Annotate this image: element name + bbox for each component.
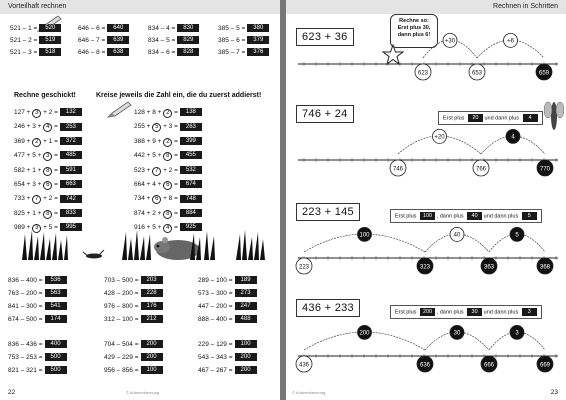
equation-row (10, 36, 61, 45)
equation-text: 841 – 300 = (8, 303, 43, 310)
addition-row (134, 151, 202, 161)
equation-text: = (52, 166, 58, 174)
answer-box: 200 (141, 353, 163, 361)
equation-text: 467 – 267 = (198, 367, 233, 374)
equation-row (78, 48, 129, 57)
answer-box: 455 (180, 151, 202, 159)
circled-number: 3 (32, 109, 41, 118)
equation-row (8, 353, 67, 362)
circled-number: 2 (163, 109, 172, 118)
answer-box: 200 (235, 353, 257, 361)
equation-text: 888 – 400 = (198, 316, 233, 323)
equation-row (104, 366, 163, 375)
answer-box: 3 (522, 308, 537, 316)
equation-text: 989 + (14, 224, 33, 232)
point-label: 363 (483, 264, 495, 271)
jump-label: 200 (359, 330, 370, 337)
equation-text: 289 – 100 = (198, 277, 233, 284)
addition-row (134, 166, 202, 176)
answer-box: 174 (45, 315, 67, 323)
jump-label: +20 (434, 134, 445, 141)
equation-text: 582 + 1 + (14, 166, 44, 174)
equation-row (8, 340, 67, 349)
circled-number: 2 (32, 138, 41, 147)
equation-row (104, 302, 163, 311)
circled-number: 2 (163, 138, 172, 147)
jump-label: 4 (511, 134, 515, 141)
answer-box: 212 (141, 315, 163, 323)
circled-number: 4 (43, 123, 52, 132)
answer-box: 663 (60, 180, 82, 188)
equation-text: 825 + 1 + (14, 209, 44, 217)
addition-row (14, 194, 82, 204)
equation-row (198, 289, 257, 298)
equation-row (8, 302, 67, 311)
equation-text: 956 – 856 = (104, 367, 139, 374)
grass-icon (22, 230, 68, 260)
grass-icon (122, 230, 151, 260)
answer-box: 536 (45, 276, 67, 284)
answer-box: 372 (60, 137, 82, 145)
point-label: 669 (539, 362, 551, 369)
task-box-4: 436 + 233 (296, 299, 360, 317)
answer-box: 20 (468, 114, 483, 122)
answer-box: 541 (45, 302, 67, 310)
instruction-text: Kreise jeweils die Zahl ein, die du zuerst addierst! (96, 92, 262, 99)
circled-number: 8 (43, 167, 52, 176)
answer-box: 379 (247, 36, 269, 44)
point-label: 436 (298, 362, 310, 369)
equation-text: 477 + 5 + (14, 152, 44, 160)
answer-box: 591 (60, 166, 82, 174)
answer-box: 532 (180, 166, 202, 174)
equation-text: 821 – 321 = (8, 367, 43, 374)
answer-box: 485 (60, 151, 82, 159)
answer-box: 518 (39, 48, 61, 56)
answer-box: 830 (177, 24, 199, 32)
equation-text: = (52, 123, 58, 131)
bubble-line: Rechne so: (399, 18, 429, 24)
addition-row (14, 108, 82, 118)
hint-text: und dann plus (483, 213, 519, 220)
equation-row (104, 289, 163, 298)
answer-box: 247 (235, 302, 257, 310)
equation-text: = (172, 209, 178, 217)
equation-text: + 3 = (161, 123, 178, 131)
equation-text: 246 + 3 + (14, 123, 44, 131)
answer-box: 253 (60, 123, 82, 131)
point-label: 653 (471, 70, 483, 77)
equation-text: = (172, 137, 178, 145)
equation-text: = (52, 181, 58, 188)
answer-box: 742 (60, 195, 82, 203)
page-number-right: 23 (550, 389, 558, 396)
addition-row (134, 122, 202, 132)
answer-box: 263 (180, 123, 202, 131)
equation-text: 704 – 504 = (104, 341, 139, 348)
footer-note: © Autorenkennung (292, 390, 326, 395)
equation-text: 976 – 800 = (104, 303, 139, 310)
answer-box: 380 (247, 24, 269, 32)
answer-box: 399 (180, 137, 202, 145)
equation-text: 229 – 129 = (198, 341, 233, 348)
equation-text: = (52, 209, 58, 217)
point-label: 659 (538, 70, 550, 77)
equation-row (8, 276, 67, 285)
answer-box: 203 (141, 276, 163, 284)
answer-box: 829 (177, 36, 199, 44)
equation-text: 442 + 5 + (134, 152, 164, 160)
answer-box: 273 (235, 289, 257, 297)
equation-text: 128 + 8 + (134, 109, 164, 116)
answer-box: 500 (45, 366, 67, 374)
answer-box: 138 (180, 108, 202, 116)
equation-row (78, 24, 129, 33)
jump-label: 100 (359, 232, 370, 239)
equation-text: 521 – 2 = (10, 37, 38, 44)
equation-text: 573 – 300 = (198, 290, 233, 297)
answer-box: 5 (522, 212, 537, 220)
equation-text: 703 – 500 = (104, 277, 139, 284)
equation-text: 646 – 7 = (78, 37, 106, 44)
equation-text: + 8 = (161, 195, 178, 203)
section-title: Rechne geschickt! (14, 92, 76, 99)
answer-box: 176 (141, 302, 163, 310)
answer-box: 100 (420, 212, 435, 220)
circled-number: 6 (43, 181, 52, 190)
equation-row (148, 36, 199, 45)
equation-row (218, 24, 269, 33)
bubble-line: Erst plus 30, (397, 25, 431, 31)
equation-row (198, 276, 257, 285)
equation-text: + 5 = (41, 224, 58, 232)
circled-number: 5 (152, 123, 161, 132)
answer-box: 200 (141, 340, 163, 348)
answer-box: 519 (39, 36, 61, 44)
answer-box: 189 (235, 276, 257, 284)
addition-row (14, 209, 82, 219)
answer-box: 995 (60, 223, 82, 231)
grasshopper-icon (83, 250, 104, 259)
bubble-line: dann plus 6! (397, 32, 431, 38)
answer-box: 488 (235, 315, 257, 323)
equation-row (10, 24, 61, 33)
task-box-3: 223 + 145 (296, 203, 360, 221)
equation-text: 664 + 4 + (134, 181, 164, 188)
equation-text: 447 – 200 = (198, 303, 233, 310)
hint-text: und dann plus (483, 309, 519, 316)
equation-text: 733 + (14, 195, 33, 203)
equation-text: 834 – 4 = (148, 25, 176, 32)
answer-box: 200 (420, 308, 435, 316)
answer-box: 833 (60, 209, 82, 217)
answer-box: 520 (39, 24, 61, 32)
equation-row (8, 289, 67, 298)
jump-label: 3 (515, 330, 519, 337)
equation-row (10, 48, 61, 57)
equation-text: = (172, 181, 178, 188)
hint-text: , dann plus (436, 213, 464, 220)
addition-row (134, 209, 202, 219)
answer-box: 500 (45, 353, 67, 361)
equation-text: 753 – 253 = (8, 354, 43, 361)
addition-row (14, 122, 82, 132)
answer-box: 400 (45, 340, 67, 348)
equation-text: 834 – 6 = (148, 49, 176, 56)
equation-text: 916 + 5 + (134, 224, 164, 232)
circled-number: 8 (43, 210, 52, 219)
left-page (0, 0, 280, 400)
right-header: Rechnen in Schritten (286, 0, 566, 14)
answer-box: 925 (180, 223, 202, 231)
hint-text: Erst plus (395, 309, 417, 316)
equation-text: 543 – 343 = (198, 354, 233, 361)
equation-row (198, 366, 257, 375)
circled-number: 7 (32, 195, 41, 204)
addition-row (14, 151, 82, 161)
equation-text: 388 + 9 + (134, 137, 164, 145)
equation-text: 674 – 500 = (8, 316, 43, 323)
grass-icon (190, 230, 265, 260)
equation-row (198, 315, 257, 324)
equation-text: = (52, 152, 58, 160)
equation-text: 428 – 200 = (104, 290, 139, 297)
equation-text: 734 + (134, 195, 153, 203)
equation-text: 385 – 7 = (218, 49, 246, 56)
hint-text: und dann plus (484, 115, 520, 122)
answer-box: 228 (141, 289, 163, 297)
point-label: 770 (539, 166, 551, 173)
point-label: 623 (417, 70, 429, 77)
left-header: Vorteilhaft rechnen (0, 0, 280, 14)
equation-text: 255 + (134, 123, 153, 131)
answer-box: 674 (180, 180, 202, 188)
answer-box: 748 (180, 195, 202, 203)
equation-row (104, 315, 163, 324)
equation-text: + 1 = (41, 137, 58, 145)
hint-text: , dann plus (436, 309, 464, 316)
equation-row (104, 340, 163, 349)
jump-label: +30 (444, 38, 456, 45)
point-label: 323 (419, 264, 431, 271)
hint-text: Erst plus (443, 115, 465, 122)
equation-row (148, 24, 199, 33)
task-box-1: 623 + 36 (296, 28, 354, 46)
page-number-left: 22 (8, 389, 16, 396)
point-label: 746 (392, 166, 404, 173)
equation-row (8, 366, 67, 375)
circled-number: 3 (32, 224, 41, 233)
equation-text: 385 – 6 = (218, 37, 246, 44)
addition-row (14, 137, 82, 147)
addition-row (14, 180, 82, 190)
jump-label: 30 (453, 330, 461, 337)
addition-row (134, 180, 202, 190)
equation-text: + 2 = (41, 195, 58, 203)
equation-row (148, 48, 199, 57)
jump-label: 5 (515, 232, 519, 239)
equation-text: 369 + (14, 137, 33, 145)
equation-text: 521 – 1 = (10, 25, 38, 32)
equation-text: 654 + 3 + (14, 181, 44, 188)
answer-box: 100 (235, 340, 257, 348)
addition-row (14, 223, 82, 233)
circled-number: 6 (152, 195, 161, 204)
equation-text: 127 + (14, 109, 33, 116)
equation-row (78, 36, 129, 45)
hint-text: Erst plus (395, 213, 417, 220)
pencil-icon (106, 100, 132, 120)
answer-box: 376 (247, 48, 269, 56)
answer-box: 100 (141, 366, 163, 374)
equation-row (104, 353, 163, 362)
addition-row (14, 166, 82, 176)
addition-row (134, 223, 202, 233)
answer-box: 884 (180, 209, 202, 217)
equation-text: 429 – 229 = (104, 354, 139, 361)
equation-row (218, 36, 269, 45)
equation-text: 874 + 2 + (134, 209, 164, 217)
answer-box: 563 (45, 289, 67, 297)
point-label: 666 (483, 362, 495, 369)
circled-number: 3 (43, 152, 52, 161)
answer-box: 30 (467, 308, 482, 316)
answer-box: 40 (467, 212, 482, 220)
equation-text: 763 – 200 = (8, 290, 43, 297)
equation-text: 646 – 6 = (78, 25, 106, 32)
equation-row (104, 276, 163, 285)
equation-text: + 2 = (41, 109, 58, 116)
equation-row (218, 48, 269, 57)
equation-text: = (172, 109, 178, 116)
answer-box: 132 (60, 108, 82, 116)
equation-text: 523 + (134, 166, 153, 174)
answer-box: 640 (107, 24, 129, 32)
task-box-2: 746 + 24 (296, 105, 354, 123)
equation-row (8, 315, 67, 324)
answer-box: 828 (177, 48, 199, 56)
answer-box: 639 (107, 36, 129, 44)
circled-number: 7 (152, 167, 161, 176)
addition-row (134, 108, 202, 118)
circled-number: 4 (163, 224, 172, 233)
addition-row (134, 194, 202, 204)
answer-box: 4 (523, 114, 538, 122)
right-page (286, 0, 566, 400)
equation-text: 646 – 8 = (78, 49, 106, 56)
equation-text: = (172, 152, 178, 160)
equation-text: + 2 = (161, 166, 178, 174)
equation-text: 312 – 100 = (104, 316, 139, 323)
point-label: 636 (419, 362, 431, 369)
equation-text: 836 – 436 = (8, 341, 43, 348)
number-lines (286, 0, 566, 400)
point-label: 766 (475, 166, 487, 173)
equation-row (198, 340, 257, 349)
equation-text: 834 – 5 = (148, 37, 176, 44)
circled-number: 6 (163, 181, 172, 190)
answer-box: 200 (235, 366, 257, 374)
addition-row (134, 137, 202, 147)
footer-note: © Autorenkennung (126, 390, 160, 395)
jump-label: +6 (507, 38, 514, 45)
equation-text: 385 – 5 = (218, 25, 246, 32)
equation-text: 836 – 400 = (8, 277, 43, 284)
equation-text: 521 – 3 = (10, 49, 38, 56)
equation-row (198, 302, 257, 311)
answer-box: 638 (107, 48, 129, 56)
equation-text: = (172, 224, 178, 232)
point-label: 223 (298, 264, 310, 271)
equation-row (198, 353, 257, 362)
circled-number: 8 (163, 210, 172, 219)
circled-number: 8 (163, 152, 172, 161)
point-label: 368 (539, 264, 551, 271)
jump-label: 40 (453, 232, 461, 239)
